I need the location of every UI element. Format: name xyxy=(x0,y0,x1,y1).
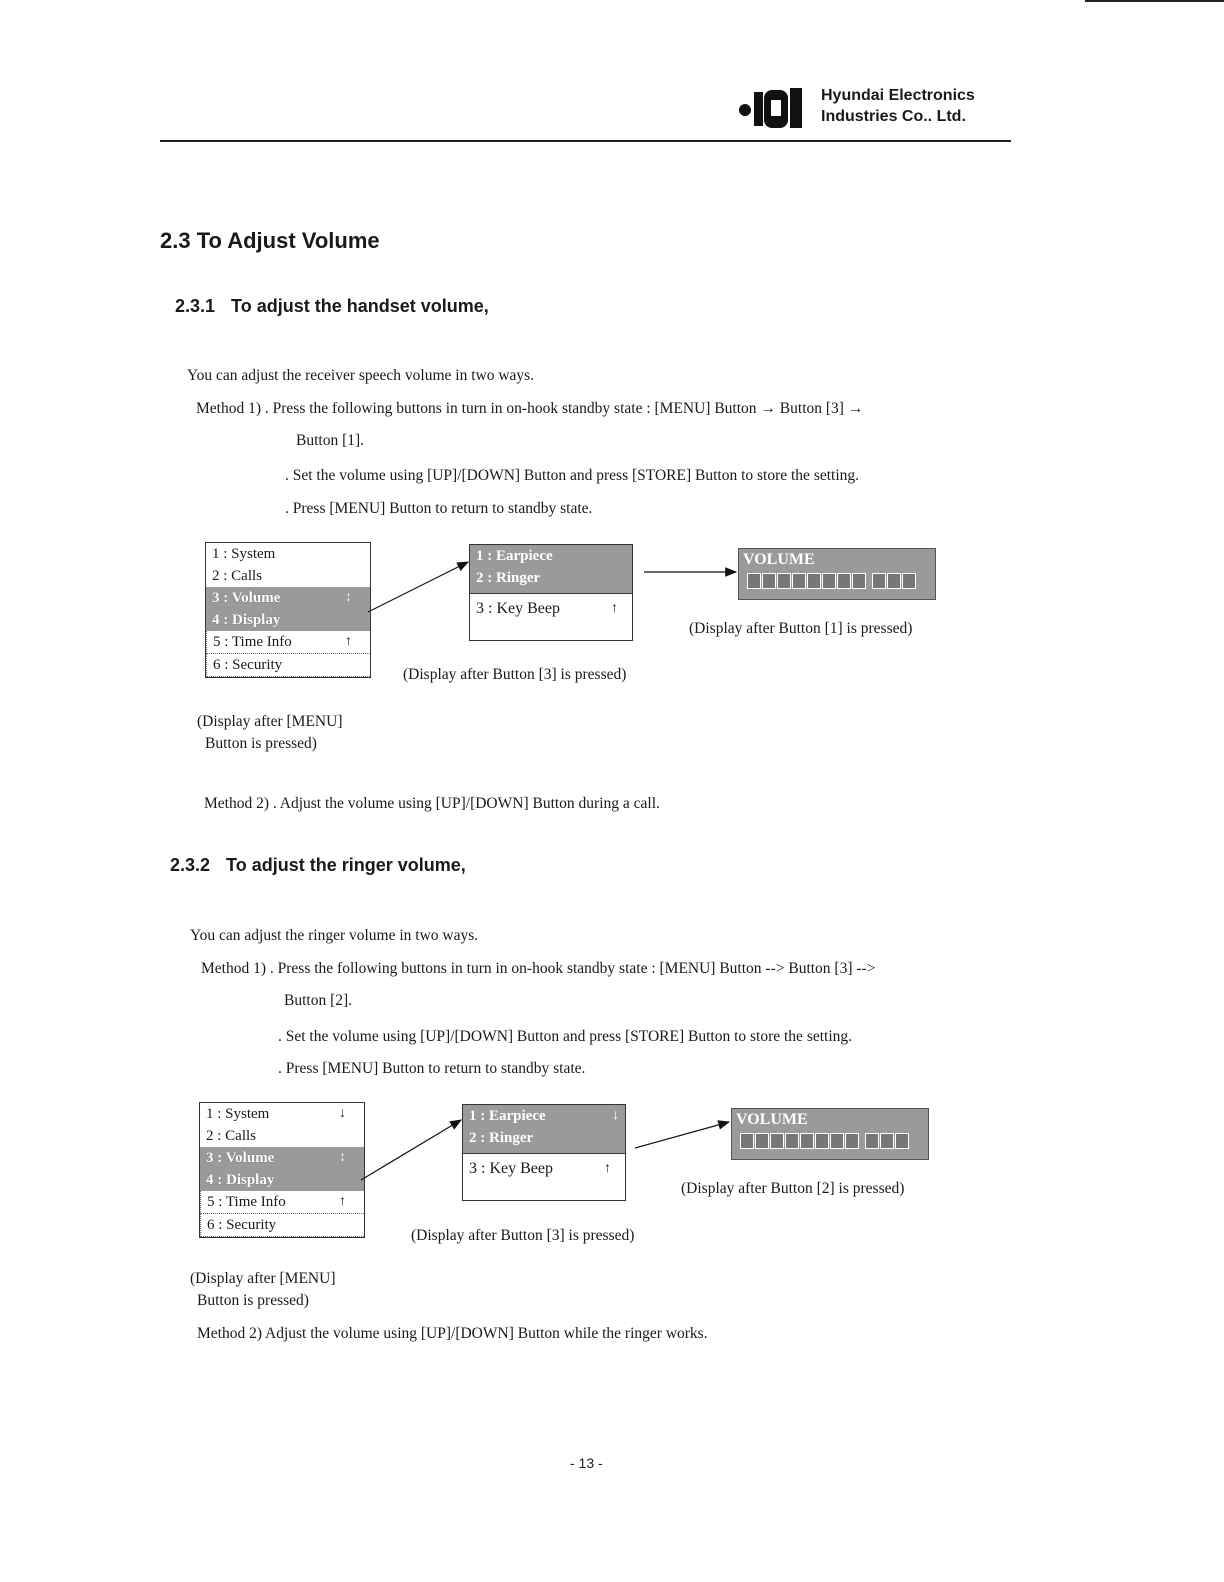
menu-row-label: 3 : Volume xyxy=(212,590,281,606)
handset-caption-volume: (Display after Button [1] is pressed) xyxy=(689,620,913,637)
ringer-volume-display xyxy=(731,1108,929,1160)
ringer-caption-menu-2: Button is pressed) xyxy=(197,1292,309,1309)
handset-step2: . Press [MENU] Button to return to standby state. xyxy=(285,500,593,517)
ringer-intro: You can adjust the ringer volume in two ways. xyxy=(190,927,479,944)
subsection-number: 2.3.1 xyxy=(175,296,216,316)
submenu-row: 2 : Ringer xyxy=(476,570,541,586)
submenu-row-label: 1 : Earpiece xyxy=(469,1108,546,1124)
page-number: - 13 - xyxy=(570,1455,603,1471)
volume-segment xyxy=(895,1133,909,1149)
submenu-row-label: 3 : Key Beep xyxy=(469,1160,553,1177)
volume-segment xyxy=(815,1133,829,1149)
menu-row-label: 5 : Time Info xyxy=(207,1194,286,1210)
handset-method1-line1: Method 1) . Press the following buttons in turn in on-hook standby state : [MENU] Button → Button [3] → xyxy=(196,400,864,417)
volume-segment xyxy=(880,1133,894,1149)
menu-row-selected xyxy=(200,1147,364,1169)
menu-row: 6 : Security xyxy=(200,1214,364,1237)
volume-segment xyxy=(837,573,851,589)
handset-flow-arrows xyxy=(360,550,750,620)
volume-segment xyxy=(902,573,916,589)
handset-intro: You can adjust the receiver speech volume in two ways. xyxy=(187,367,535,384)
top-edge-line xyxy=(1085,0,1224,2)
volume-segment xyxy=(762,573,776,589)
menu-row-label: 5 : Time Info xyxy=(213,634,292,650)
ringer-method1-line2: Button [2]. xyxy=(284,992,353,1009)
handset-method1-line2: Button [1]. xyxy=(296,432,365,449)
ringer-menu-display xyxy=(199,1102,365,1238)
volume-segment xyxy=(800,1133,814,1149)
volume-segment xyxy=(865,1133,879,1149)
menu-row xyxy=(200,1191,364,1214)
ringer-method2: Method 2) Adjust the volume using [UP]/[DOWN] Button while the ringer works. xyxy=(197,1325,708,1342)
handset-caption-menu-2: Button is pressed) xyxy=(205,735,317,752)
arrow-up-icon: ↑ xyxy=(611,601,618,616)
volume-segment xyxy=(785,1133,799,1149)
submenu-row: 2 : Ringer xyxy=(469,1130,534,1146)
ringer-caption-menu-1: (Display after [MENU] xyxy=(190,1270,336,1287)
ringer-caption-sub: (Display after Button [3] is pressed) xyxy=(411,1227,635,1244)
menu-row-label: 3 : Volume xyxy=(206,1150,275,1166)
subsection-title-ringer xyxy=(170,855,466,876)
company-line-2: Industries Co.. Ltd. xyxy=(821,108,966,125)
company-name xyxy=(821,85,975,127)
submenu-row: 1 : Earpiece xyxy=(476,548,553,564)
volume-segment xyxy=(830,1133,844,1149)
menu-row-selected xyxy=(206,587,370,609)
volume-level-bar xyxy=(740,1133,910,1151)
menu-row xyxy=(200,1103,364,1125)
menu-row-selected: 4 : Display xyxy=(206,609,370,631)
menu-row: 2 : Calls xyxy=(206,1128,257,1144)
volume-segment xyxy=(872,573,886,589)
volume-segment xyxy=(777,573,791,589)
subsection-heading: To adjust the ringer volume, xyxy=(226,855,466,875)
volume-level-bar xyxy=(747,573,917,591)
volume-segment xyxy=(822,573,836,589)
subsection-heading: To adjust the handset volume, xyxy=(231,296,489,316)
handset-step1: . Set the volume using [UP]/[DOWN] Button and press [STORE] Button to store the setting. xyxy=(285,467,860,484)
header-rule xyxy=(160,140,1011,142)
ringer-step2: . Press [MENU] Button to return to standby state. xyxy=(278,1060,586,1077)
arrow-updown-icon: ↕ xyxy=(339,1150,346,1165)
handset-menu-display xyxy=(205,542,371,678)
arrow-down-icon: ↓ xyxy=(339,1106,346,1121)
menu-row: 1 : System xyxy=(212,546,276,562)
menu-row xyxy=(206,631,370,654)
volume-label: VOLUME xyxy=(743,551,815,568)
handset-caption-menu-1: (Display after [MENU] xyxy=(197,713,343,730)
menu-row-label: 1 : System xyxy=(206,1106,270,1122)
section-title: 2.3 To Adjust Volume xyxy=(160,228,380,253)
ringer-caption-volume: (Display after Button [2] is pressed) xyxy=(681,1180,905,1197)
arrow-down-icon: ↕ xyxy=(345,590,352,605)
volume-segment xyxy=(807,573,821,589)
ringer-flow-arrows xyxy=(355,1110,745,1190)
menu-row: 6 : Security xyxy=(206,654,370,677)
arrow-down-icon: ↓ xyxy=(612,1108,619,1123)
ringer-step1: . Set the volume using [UP]/[DOWN] Button and press [STORE] Button to store the setting. xyxy=(278,1028,853,1045)
volume-label: VOLUME xyxy=(736,1111,808,1128)
subsection-title-handset xyxy=(175,296,489,317)
volume-segment xyxy=(887,573,901,589)
volume-segment xyxy=(792,573,806,589)
ringer-method1-line1: Method 1) . Press the following buttons in turn in on-hook standby state : [MENU] Button --> Button [3] --> xyxy=(201,960,876,977)
handset-caption-sub: (Display after Button [3] is pressed) xyxy=(403,666,627,683)
menu-row-selected: 4 : Display xyxy=(200,1169,364,1191)
submenu-row-label: 3 : Key Beep xyxy=(476,600,560,617)
volume-segment xyxy=(852,573,866,589)
arrow-up-icon: ↑ xyxy=(339,1194,346,1209)
company-line-1: Hyundai Electronics xyxy=(821,87,975,104)
subsection-number: 2.3.2 xyxy=(170,855,211,875)
menu-row: 2 : Calls xyxy=(212,568,263,584)
arrow-up-icon: ↑ xyxy=(345,634,352,649)
hyundai-logo xyxy=(738,86,808,130)
arrow-up-icon: ↑ xyxy=(604,1161,611,1176)
volume-segment xyxy=(770,1133,784,1149)
handset-volume-display xyxy=(738,548,936,600)
volume-segment xyxy=(755,1133,769,1149)
volume-segment xyxy=(845,1133,859,1149)
handset-method2: Method 2) . Adjust the volume using [UP]/[DOWN] Button during a call. xyxy=(204,795,660,812)
